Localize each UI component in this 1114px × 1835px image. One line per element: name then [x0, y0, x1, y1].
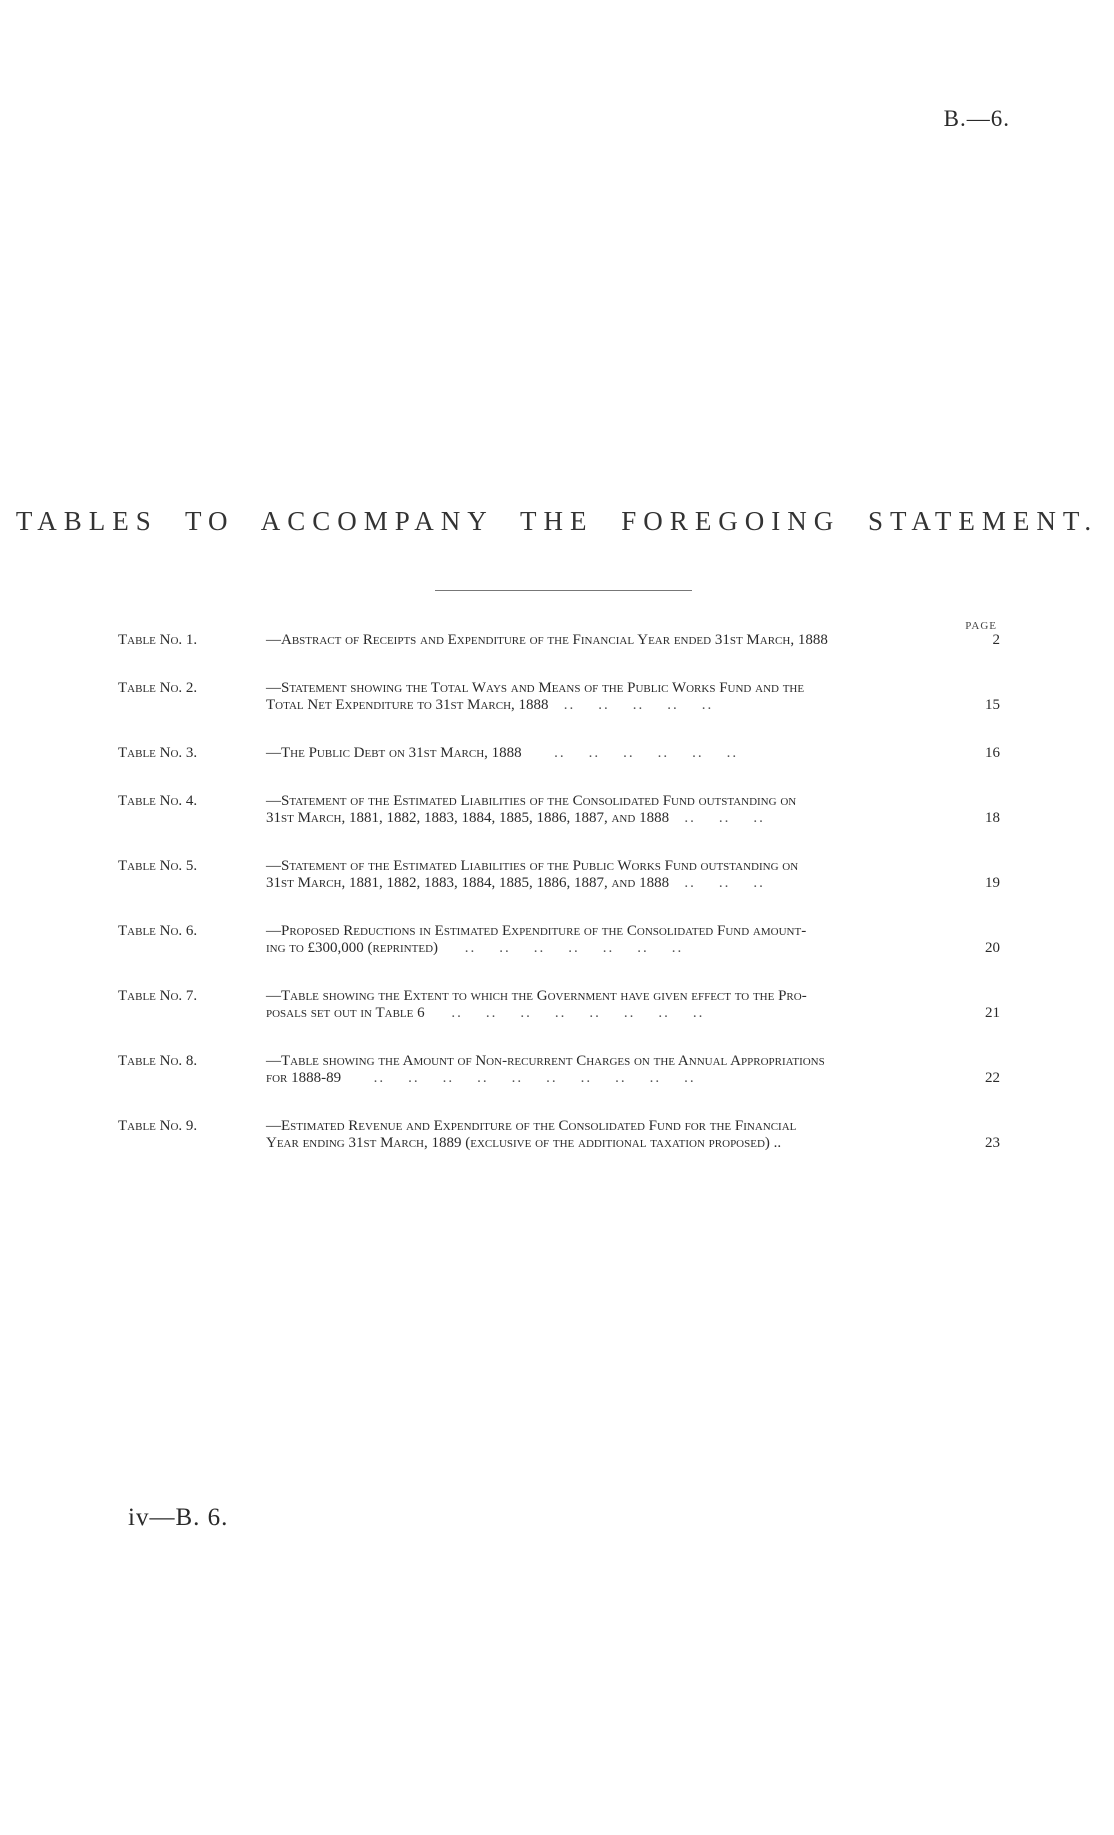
toc-entry-number: Table No. 4.	[118, 793, 198, 809]
toc-entry-1	[118, 632, 1000, 649]
title-divider	[435, 590, 692, 591]
toc-entry-page: 22	[985, 1070, 1000, 1086]
toc-entry-number: Table No. 2.	[118, 680, 198, 696]
toc-entry-number: Table No. 7.	[118, 988, 198, 1004]
leader-dots: .. .. .. .. ..	[552, 697, 714, 713]
toc-entry-title-cont: 31st March, 1881, 1882, 1883, 1884, 1885, 1886, 1887, and 1888	[266, 875, 670, 891]
toc-entry-title: —The Public Debt on 31st March, 1888	[266, 745, 522, 761]
toc-entry-title: —Estimated Revenue and Expenditure of the Consolidated Fund for the Financial	[266, 1118, 797, 1134]
toc-entry-title-cont: for 1888-89	[266, 1070, 342, 1086]
toc-entry-page: 18	[985, 810, 1000, 826]
toc-entry-page: 21	[985, 1005, 1000, 1021]
toc-entry-title: —Statement showing the Total Ways and Means of the Public Works Fund and the	[266, 680, 805, 696]
toc-entry-page: 19	[985, 875, 1000, 891]
toc-entry-8	[118, 1053, 1000, 1087]
page-column-label: PAGE	[965, 620, 997, 632]
toc-entry-title: —Table showing the Extent to which the Government have given effect to the Pro-	[266, 988, 807, 1004]
toc-entry-title-cont: ing to £300,000 (reprinted)	[266, 940, 439, 956]
toc-entry-9	[118, 1118, 1000, 1152]
toc-entry-title-cont: posals set out in Table 6	[266, 1005, 425, 1021]
toc-entry-page: 23	[985, 1135, 1000, 1151]
page-title: TABLES TO ACCOMPANY THE FOREGOING STATEMENT.	[15, 506, 1099, 536]
toc-entry-5	[118, 858, 1000, 892]
toc-entry-title-cont: Year ending 31st March, 1889 (exclusive of the additional taxation proposed) ..	[266, 1135, 782, 1151]
toc-entry-title: —Statement of the Estimated Liabilities of the Consolidated Fund outstanding on	[266, 793, 797, 809]
toc-entry-page: 20	[985, 940, 1000, 956]
leader-dots: .. .. .. .. .. ..	[525, 745, 739, 761]
toc-entry-title: —Table showing the Amount of Non-recurrent Charges on the Annual Appropriations	[266, 1053, 825, 1069]
leader-dots: .. .. ..	[672, 810, 765, 826]
toc-entry-7	[118, 988, 1000, 1022]
toc-entry-page: 16	[985, 745, 1000, 761]
toc-entry-4	[118, 793, 1000, 827]
leader-dots: .. .. .. .. .. .. .. ..	[428, 1005, 705, 1021]
toc-entry-title: —Statement of the Estimated Liabilities of the Public Works Fund outstanding on	[266, 858, 799, 874]
toc-entry-number: Table No. 5.	[118, 858, 198, 874]
toc-entry-number: Table No. 9.	[118, 1118, 198, 1134]
toc-entry-title-cont: 31st March, 1881, 1882, 1883, 1884, 1885, 1886, 1887, and 1888	[266, 810, 670, 826]
toc-entry-title: —Abstract of Receipts and Expenditure of the Financial Year ended 31st March, 1888	[266, 632, 828, 648]
leader-dots: .. .. .. .. .. .. .. .. .. ..	[344, 1070, 696, 1086]
toc-entry-6	[118, 923, 1000, 957]
page-reference: B.—6.	[943, 106, 1010, 131]
table-of-contents	[118, 632, 1000, 1183]
toc-entry-page: 15	[985, 697, 1000, 713]
toc-entry-number: Table No. 3.	[118, 745, 198, 761]
toc-entry-3	[118, 745, 1000, 762]
toc-entry-2	[118, 680, 1000, 714]
toc-entry-number: Table No. 6.	[118, 923, 198, 939]
toc-entry-page: 2	[992, 632, 1000, 648]
toc-entry-number: Table No. 1.	[118, 632, 198, 648]
leader-dots: .. .. .. .. .. .. ..	[441, 940, 684, 956]
toc-entry-title: —Proposed Reductions in Estimated Expenditure of the Consolidated Fund amount-	[266, 923, 807, 939]
toc-entry-number: Table No. 8.	[118, 1053, 198, 1069]
page-footer-label: iv—B. 6.	[128, 1504, 229, 1531]
leader-dots: .. .. ..	[672, 875, 765, 891]
toc-entry-title-cont: Total Net Expenditure to 31st March, 1888	[266, 697, 549, 713]
